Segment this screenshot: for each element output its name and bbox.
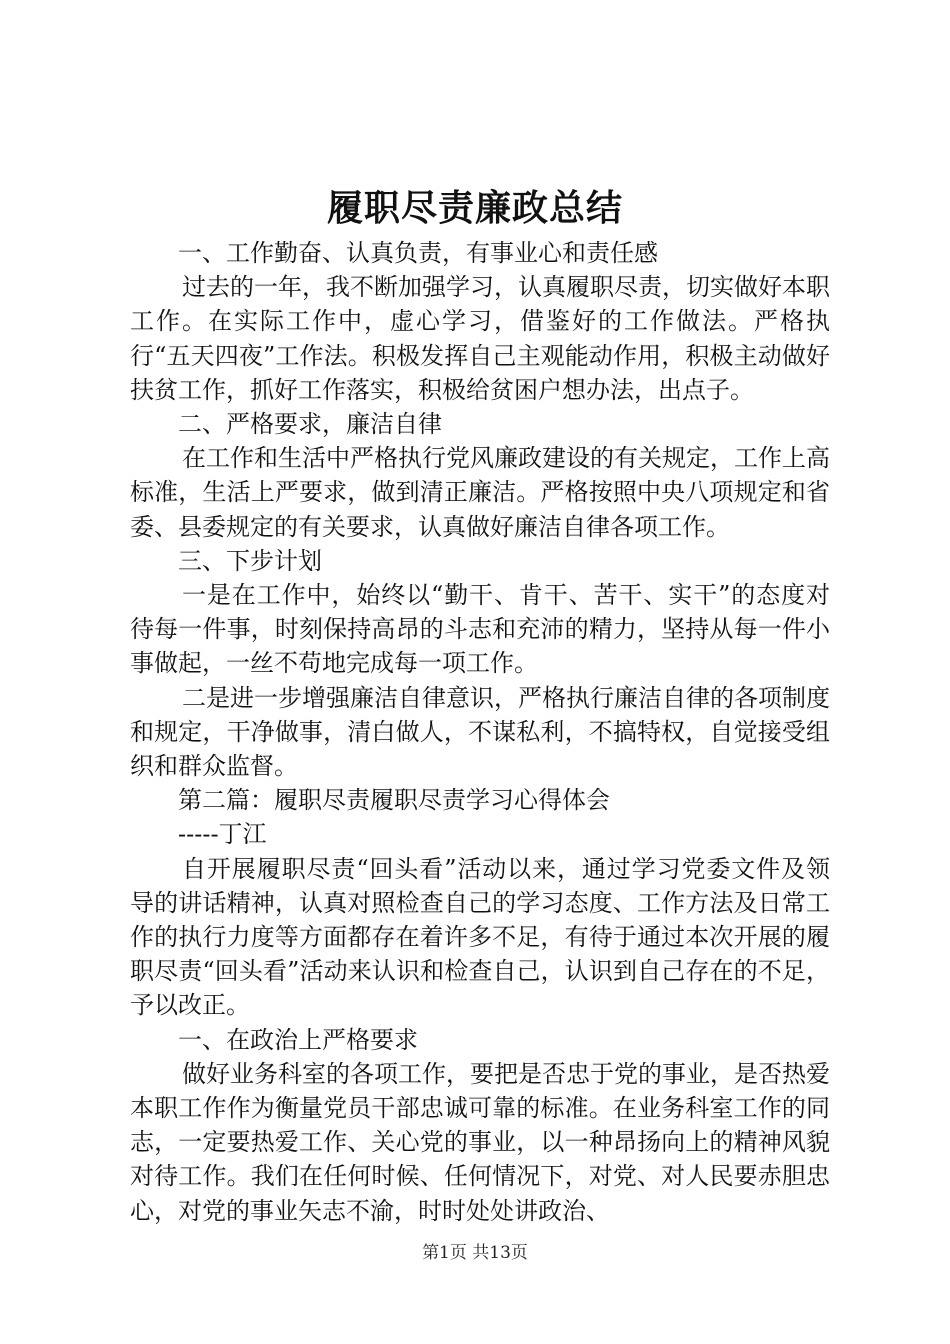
chapter-heading: 第二篇：履职尽责履职尽责学习心得体会 <box>178 786 610 815</box>
section-heading: 一、工作勤奋、认真负责，有事业心和责任感 <box>178 239 658 267</box>
section-heading: 一、在政治上严格要求 <box>178 1025 418 1054</box>
paragraph: 一是在工作中，始终以“勤干、肯干、苦干、实干”的态度对待每一件事，时刻保持高昂的斗志和充沛的精力，坚持从每一件小事做起，一丝不苟地完成每一项工作。 <box>130 581 830 678</box>
section-heading: 三、下步计划 <box>178 546 322 575</box>
document-title: 履职尽责廉政总结 <box>326 187 623 229</box>
paragraph: 二是进一步增强廉洁自律意识，严格执行廉洁自律的各项制度和规定，干净做事，清白做人，不谋私利，不搞特权，自觉接受组织和群众监督。 <box>130 683 830 781</box>
paragraph: 过去的一年，我不断加强学习，认真履职尽责，切实做好本职工作。在实际工作中，虚心学习，借鉴好的工作做法。严格执行“五天四夜”工作法。积极发挥自己主观能动作用，积极主动做好扶贫工作，抓好工作落实，积极给贫困户想办法，出点子。 <box>130 273 830 404</box>
paragraph: 做好业务科室的各项工作，要把是否忠于党的事业，是否热爱本职工作作为衡量党员干部忠诚可靠的标准。在业务科室工作的同志，一定要热爱工作、关心党的事业，以一种昂扬向上的精神风貌对待工作。我们在任何时候、任何情况下，对党、对人民要赤胆忠心，对党的事业矢志不渝，时时处处讲政治、 <box>130 1059 830 1225</box>
author-line: -----丁江 <box>178 820 267 849</box>
document-body <box>130 236 830 1228</box>
paragraph: 自开展履职尽责“回头看”活动以来，通过学习党委文件及领导的讲话精神，认真对照检查自己的学习态度、工作方法及日常工作的执行力度等方面都存在着许多不足，有待于通过本次开展的履职尽责“回头看”活动来认识和检查自己，认识到自己存在的不足，予以改正。 <box>130 854 830 1020</box>
paragraph: 在工作和生活中严格执行党风廉政建设的有关规定，工作上高标准，生活上严要求，做到清正廉洁。严格按照中央八项规定和省委、县委规定的有关要求，认真做好廉洁自律各项工作。 <box>130 444 830 541</box>
page-indicator: 第1页 共13页 <box>422 1243 528 1263</box>
section-heading: 二、严格要求，廉洁自律 <box>178 410 442 439</box>
